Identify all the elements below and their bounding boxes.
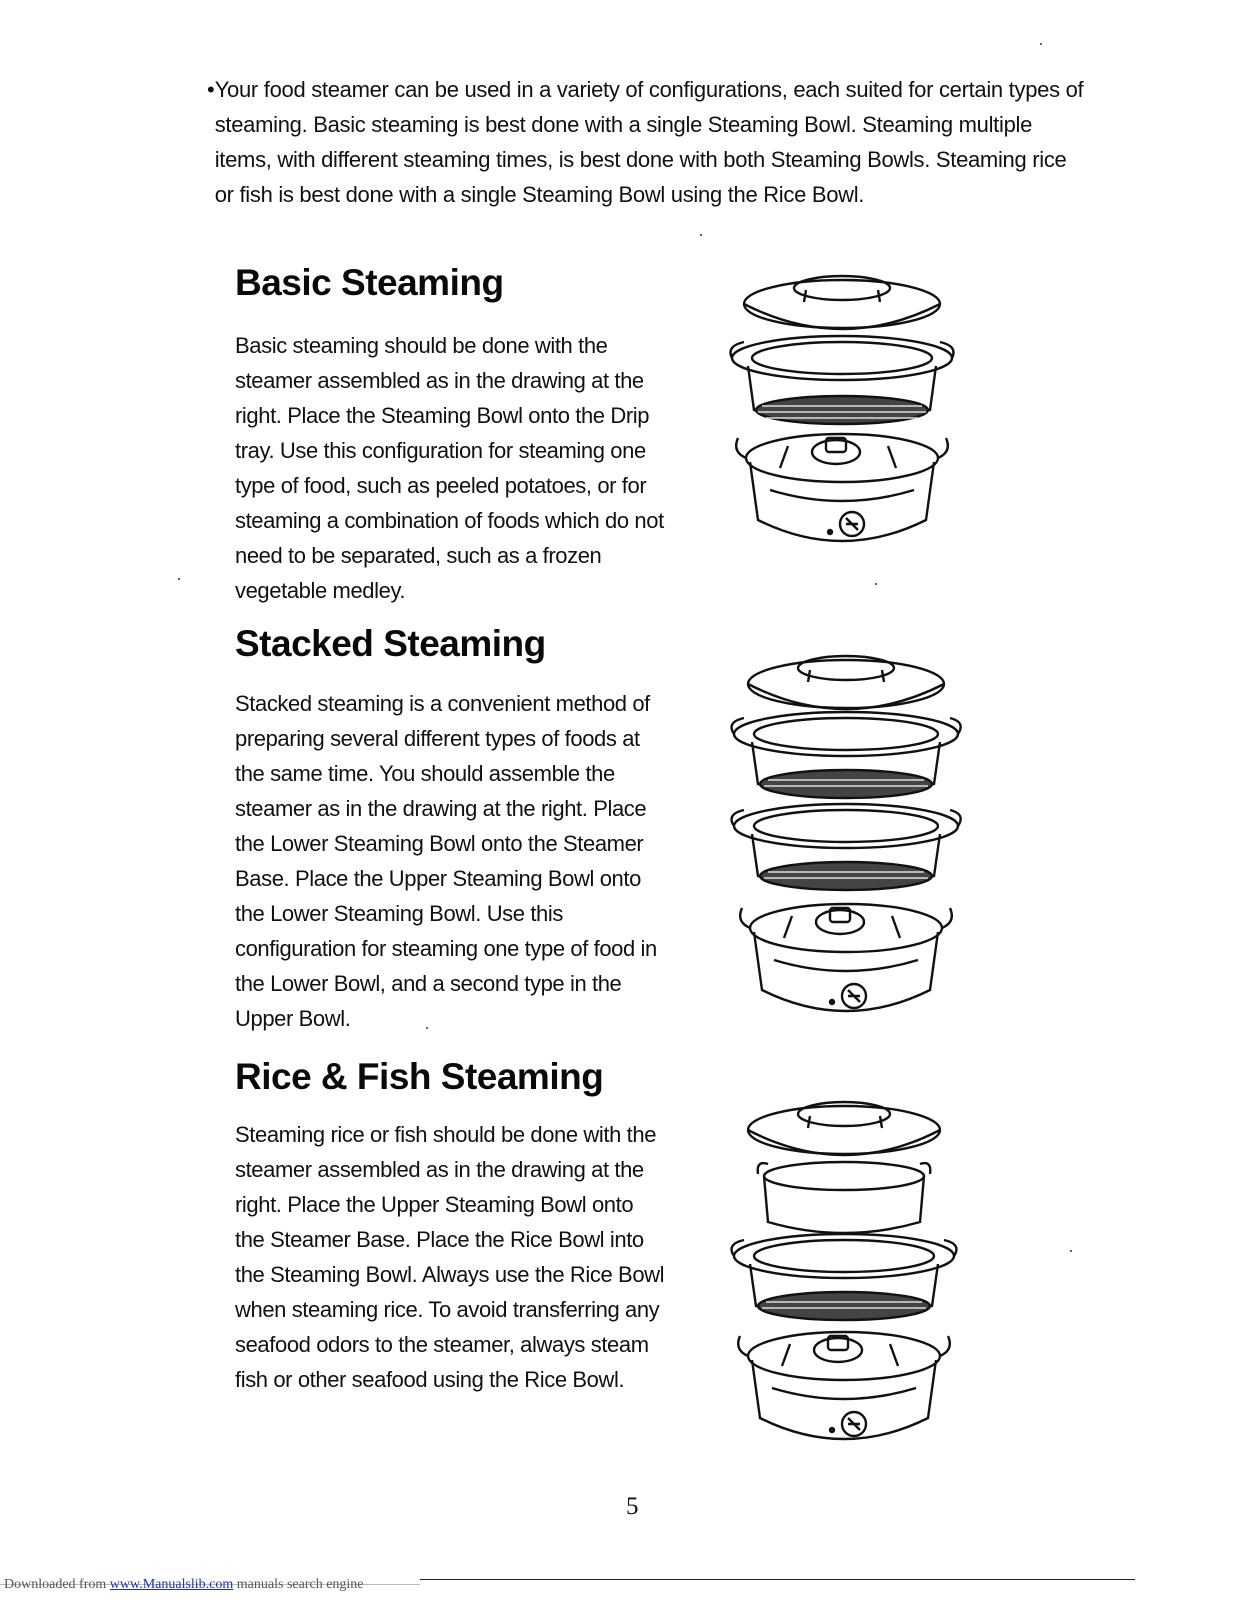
page-number: 5	[626, 1493, 639, 1520]
scan-speck	[1070, 1250, 1072, 1252]
scan-speck	[875, 583, 877, 585]
bullet-mark: •	[207, 77, 215, 102]
footer-rule	[420, 1579, 1135, 1580]
basic-steaming-heading: Basic Steaming	[235, 262, 504, 303]
footer-prefix: Downloaded from	[4, 1577, 110, 1592]
footer-attribution	[4, 1577, 364, 1593]
rice-fish-steaming-illustration	[718, 1094, 970, 1460]
scan-speck	[700, 234, 702, 236]
basic-steaming-text: Basic steaming should be done with the steamer assembled as in the drawing at the right. Place the Steaming Bowl onto the Drip tray. Use this configuration for steaming one type of food, such as peeled potatoes, or for steaming a combination of foods which do not need to be separated, such as a frozen vegetable medley.	[235, 333, 664, 603]
rice-fish-steaming-text: Steaming rice or fish should be done with the steamer assembled as in the drawing at the right. Place the Upper Steaming Bowl onto the Steamer Base. Place the Rice Bowl into the Steaming Bowl. Always use the Rice Bowl when steaming rice. To avoid transferring any seafood odors to the steamer, always steam fish or other seafood using the Rice Bowl.	[235, 1122, 665, 1392]
stacked-steaming-heading: Stacked Steaming	[235, 623, 546, 664]
rice-fish-steaming-heading: Rice & Fish Steaming	[235, 1056, 604, 1097]
intro-paragraph	[207, 72, 1087, 212]
footer-suffix: manuals search engine	[233, 1577, 364, 1592]
scan-speck	[1040, 43, 1042, 45]
manualslib-link[interactable]: www.Manualslib.com	[109, 1577, 234, 1592]
stacked-steaming-text: Stacked steaming is a convenient method of preparing several different types of foods at the same time. You should assemble the steamer as in the drawing at the right. Place the Lower Steaming Bowl onto the Steamer Base. Place the Upper Steaming Bowl onto the Lower Steaming Bowl. Use this configuration for steaming one type of food in the Lower Bowl, and a second type in the Upper Bowl.	[235, 691, 657, 1031]
scan-speck	[178, 578, 180, 580]
scan-speck	[426, 1027, 428, 1029]
stacked-steaming-illustration	[716, 646, 978, 1034]
intro-text: Your food steamer can be used in a variety of configurations, each suited for certain types of steaming. Basic steaming is best done with a single Steaming Bowl. Steaming multiple items, with different steaming times, is best done with both Steaming Bowls. Steaming rice or fish is best done with a single Steaming Bowl using the Rice Bowl.	[214, 77, 1084, 207]
basic-steaming-illustration	[718, 262, 968, 562]
